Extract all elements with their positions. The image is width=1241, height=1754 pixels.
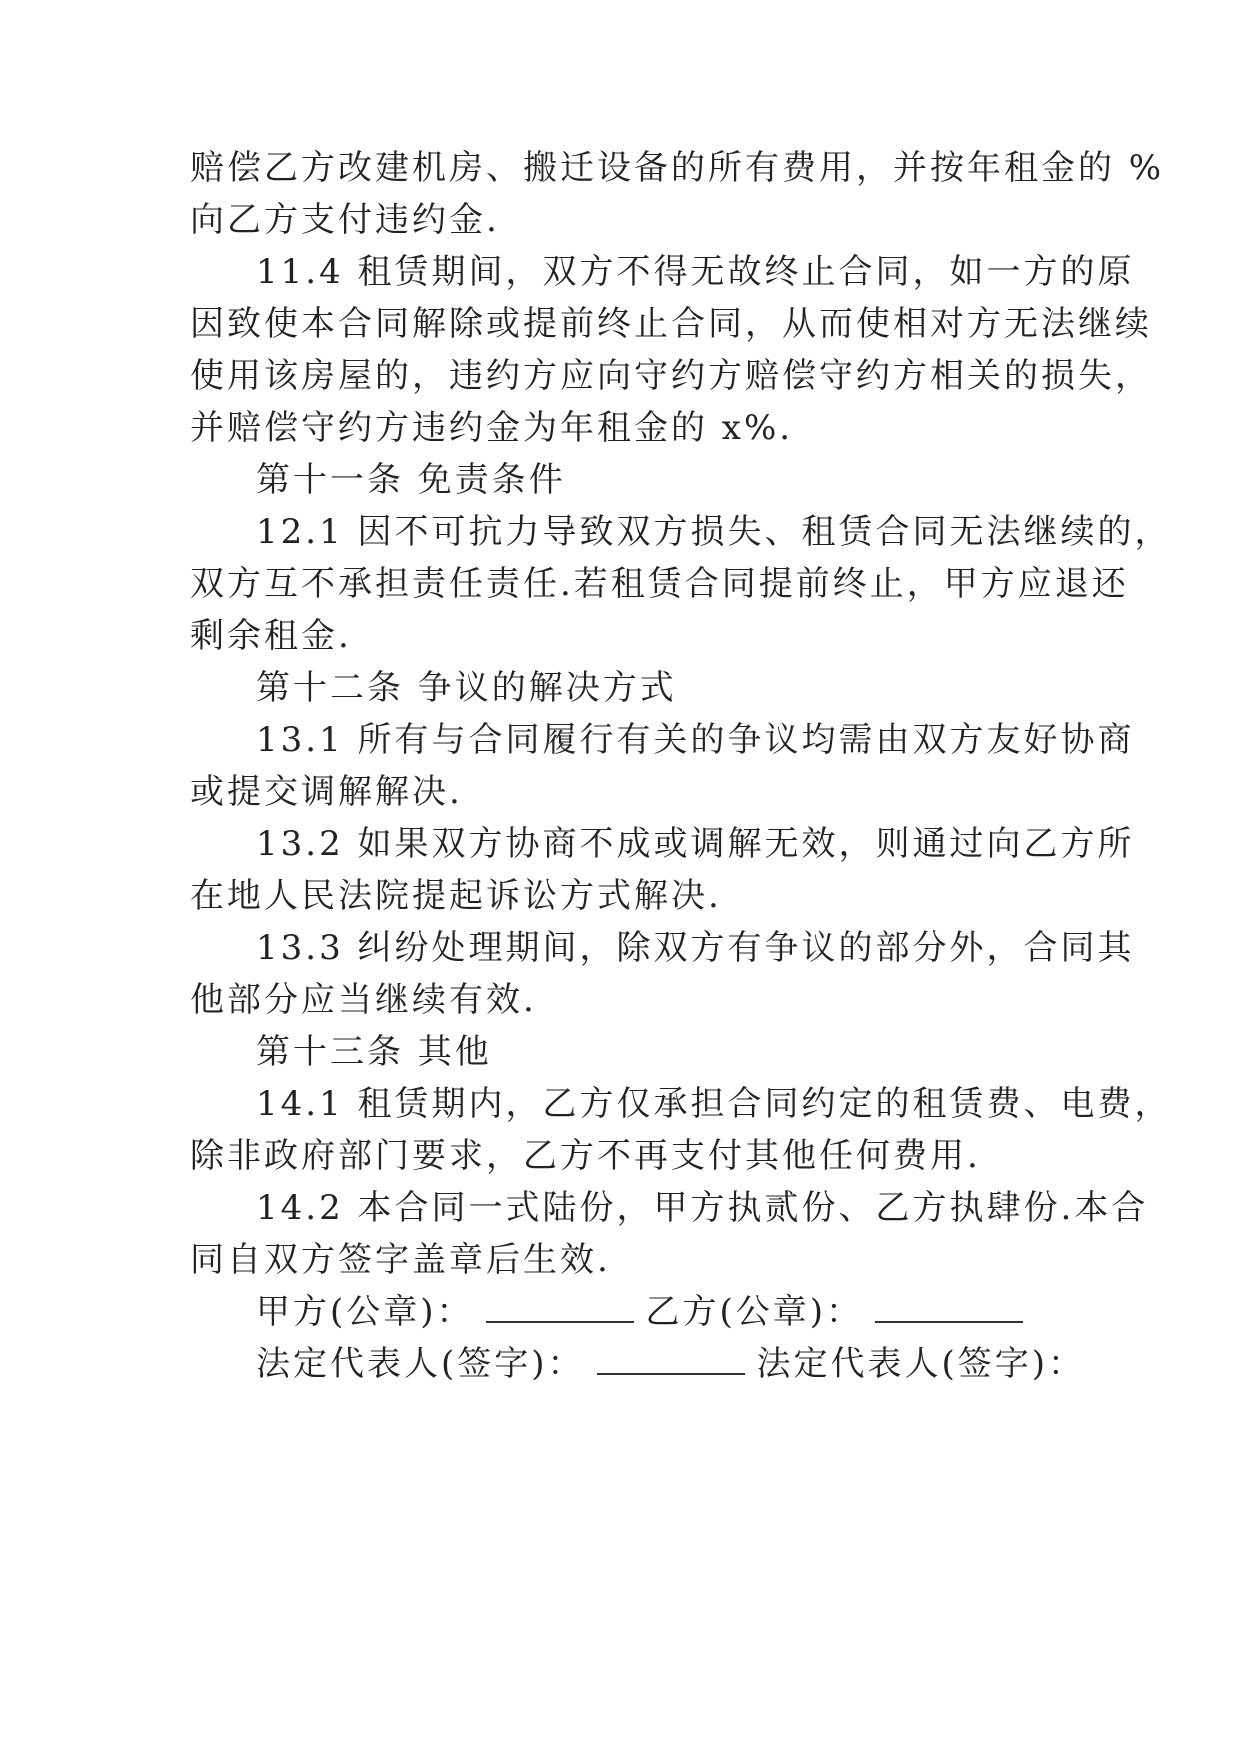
party-a-seal-blank[interactable] <box>486 1293 634 1323</box>
clause-13-1: 13.1 所有与合同履行有关的争议均需由双方友好协商 <box>256 720 1135 760</box>
text-line: 使用该房屋的，违约方应向守约方赔偿守约方相关的损失， <box>190 356 1152 396</box>
text-line: 向乙方支付违约金. <box>190 200 500 240</box>
party-a-seal-label: 甲方(公章)： <box>256 1292 474 1332</box>
party-b-seal-label: 乙方(公章)： <box>645 1292 864 1332</box>
clause-14-2: 14.2 本合同一式陆份，甲方执贰份、乙方执肆份.本合 <box>256 1188 1149 1228</box>
article-11-heading: 第十一条 免责条件 <box>256 460 566 500</box>
clause-14-1: 14.1 租赁期内，乙方仅承担合同约定的租赁费、电费， <box>256 1084 1172 1124</box>
article-13-heading: 第十三条 其他 <box>256 1032 492 1072</box>
text-line: 除非政府部门要求，乙方不再支付其他任何费用. <box>190 1136 981 1176</box>
text-line: 同自双方签字盖章后生效. <box>190 1240 611 1280</box>
representative-signature-row <box>256 1342 1085 1386</box>
text-line: 赔偿乙方改建机房、搬迁设备的所有费用，并按年租金的 % <box>190 148 1165 188</box>
clause-11-4: 11.4 租赁期间，双方不得无故终止合同，如一方的原 <box>256 252 1135 292</box>
text-line: 剩余租金. <box>190 616 352 656</box>
text-line: 因致使本合同解除或提前终止合同，从而使相对方无法继续 <box>190 304 1152 344</box>
clause-13-2: 13.2 如果双方协商不成或调解无效，则通过向乙方所 <box>256 824 1135 864</box>
seal-signature-row <box>256 1290 1035 1334</box>
party-a-rep-blank[interactable] <box>597 1345 745 1375</box>
text-line: 或提交调解解决. <box>190 772 463 812</box>
article-12-heading: 第十二条 争议的解决方式 <box>256 668 677 708</box>
clause-12-1: 12.1 因不可抗力导致双方损失、租赁合同无法继续的， <box>256 512 1172 552</box>
text-line: 双方互不承担责任责任.若租赁合同提前终止，甲方应退还 <box>190 564 1129 604</box>
party-b-rep-label: 法定代表人(签字)： <box>756 1344 1086 1384</box>
text-line: 他部分应当继续有效. <box>190 980 537 1020</box>
party-a-rep-label: 法定代表人(签字)： <box>256 1344 585 1384</box>
party-b-seal-blank[interactable] <box>875 1293 1023 1323</box>
clause-13-3: 13.3 纠纷处理期间，除双方有争议的部分外，合同其 <box>256 928 1135 968</box>
text-line: 在地人民法院提起诉讼方式解决. <box>190 876 722 916</box>
text-line: 并赔偿守约方违约金为年租金的 x%. <box>190 408 794 448</box>
